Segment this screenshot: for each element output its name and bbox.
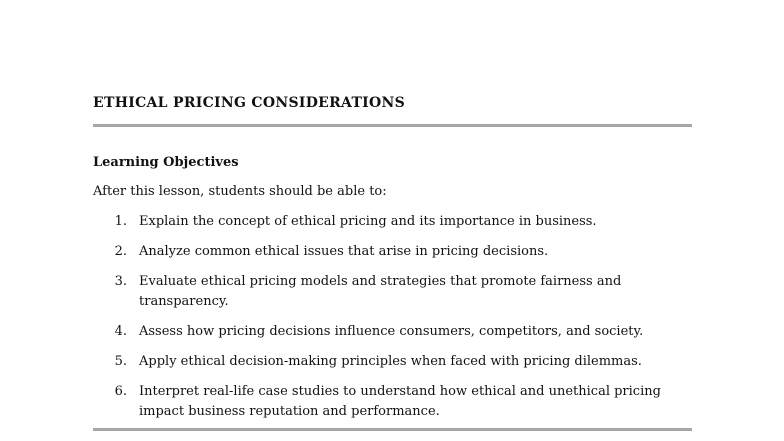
list-item-text: Analyze common ethical issues that arise in pricing decisions. (139, 244, 549, 259)
list-item-text: Assess how pricing decisions influence consumers, competitors, and society. (139, 324, 644, 339)
objectives-list (93, 212, 692, 432)
list-item-text: Apply ethical decision-making principles when faced with pricing dilemmas. (139, 354, 642, 369)
list-item-number: 1. (114, 214, 127, 229)
list-item (93, 382, 692, 422)
list-item (93, 272, 692, 312)
list-item-text: Explain the concept of ethical pricing and its importance in business. (139, 214, 597, 229)
list-item (93, 352, 692, 372)
section-heading: Learning Objectives (93, 155, 239, 170)
list-item-number: 6. (114, 384, 127, 399)
list-item-text: Interpret real-life case studies to understand how ethical and unethical pricing impact business reputation and performance. (139, 384, 661, 419)
list-item (93, 212, 692, 232)
list-item-number: 4. (114, 324, 127, 339)
bottom-divider (93, 428, 692, 431)
list-item-text: Evaluate ethical pricing models and strategies that promote fairness and transparency. (139, 274, 622, 309)
list-item-number: 3. (114, 274, 127, 289)
intro-text: After this lesson, students should be able to: (93, 184, 387, 199)
page-title: ETHICAL PRICING CONSIDERATIONS (93, 95, 406, 111)
list-item (93, 242, 692, 262)
list-item-number: 5. (114, 354, 127, 369)
title-divider (93, 124, 692, 127)
list-item (93, 322, 692, 342)
list-item-number: 2. (114, 244, 127, 259)
document-page (93, 0, 692, 441)
